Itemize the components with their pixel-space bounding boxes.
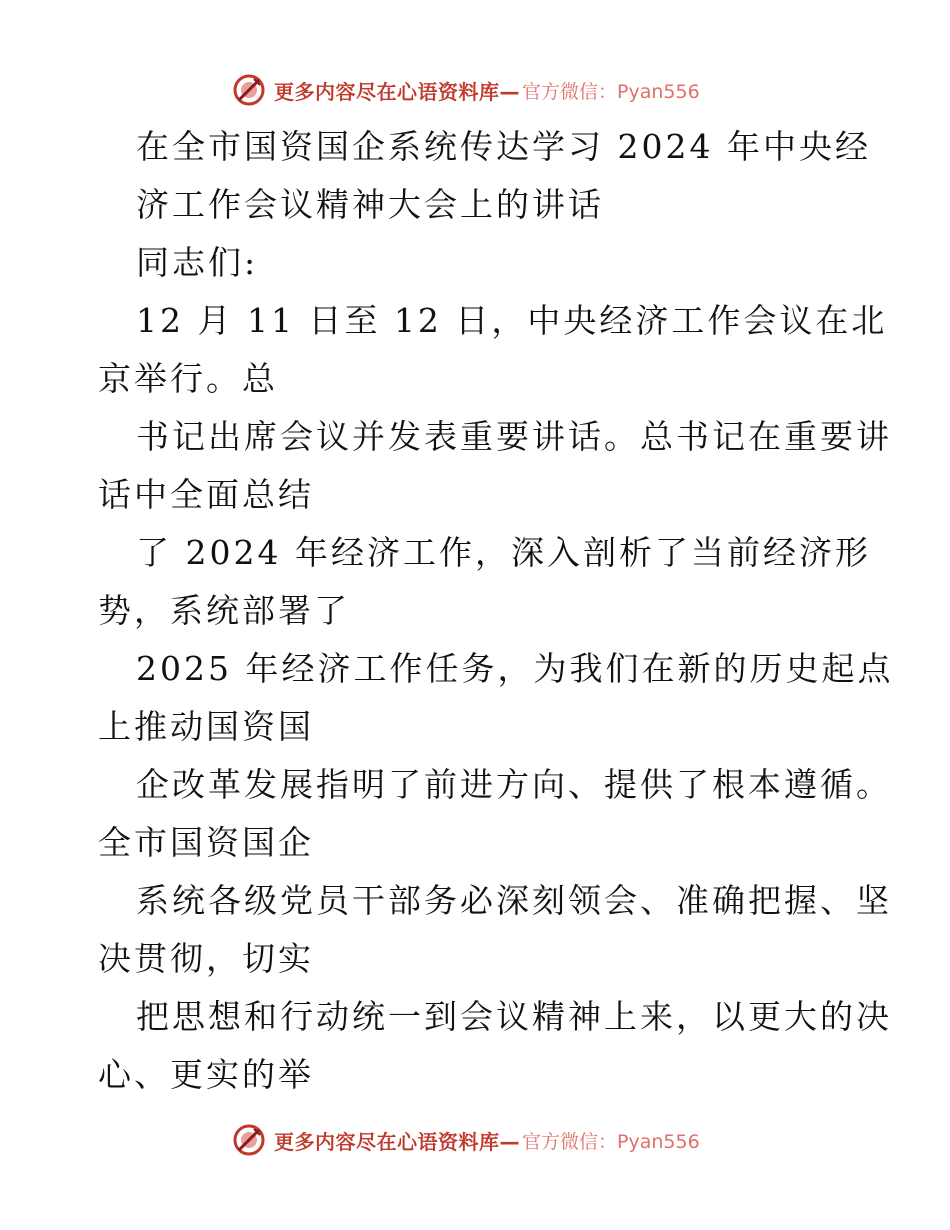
body-line: 把思想和行动统一到会议精神上来，以更大的决 xyxy=(136,997,892,1036)
footer-banner xyxy=(232,1120,700,1160)
title-line-1: 在全市国资国企系统传达学习 2024 年中央经 xyxy=(136,127,871,166)
logo-icon xyxy=(232,73,266,107)
title-line-2: 济工作会议精神大会上的讲话 xyxy=(136,185,604,224)
body-line: 心、更实的举 xyxy=(98,1055,314,1094)
body-line: 上推动国资国 xyxy=(98,707,314,746)
header-banner-text: 更多内容尽在心语资料库— xyxy=(274,79,520,104)
body-line: 12 月 11 日至 12 日，中央经济工作会议在北 xyxy=(136,301,888,340)
document-body xyxy=(98,118,894,1104)
header-banner xyxy=(232,70,700,110)
body-line: 2025 年经济工作任务，为我们在新的历史起点 xyxy=(136,649,894,688)
header-banner-contact: 官方微信：Pyan556 xyxy=(522,80,700,103)
footer-banner-text: 更多内容尽在心语资料库— xyxy=(274,1129,520,1154)
body-line: 企改革发展指明了前进方向、提供了根本遵循。 xyxy=(136,765,892,804)
body-line: 势，系统部署了 xyxy=(98,591,350,630)
body-line: 书记出席会议并发表重要讲话。总书记在重要讲 xyxy=(136,417,892,456)
body-line: 全市国资国企 xyxy=(98,823,314,862)
body-line: 决贯彻，切实 xyxy=(98,939,314,978)
body-line: 系统各级党员干部务必深刻领会、准确把握、坚 xyxy=(136,881,892,920)
body-line: 了 2024 年经济工作，深入剖析了当前经济形 xyxy=(136,533,871,572)
salutation: 同志们: xyxy=(136,243,259,282)
body-line: 话中全面总结 xyxy=(98,475,314,514)
footer-banner-contact: 官方微信：Pyan556 xyxy=(522,1130,700,1153)
logo-icon xyxy=(232,1123,266,1157)
body-line: 京举行。总 xyxy=(98,359,278,398)
